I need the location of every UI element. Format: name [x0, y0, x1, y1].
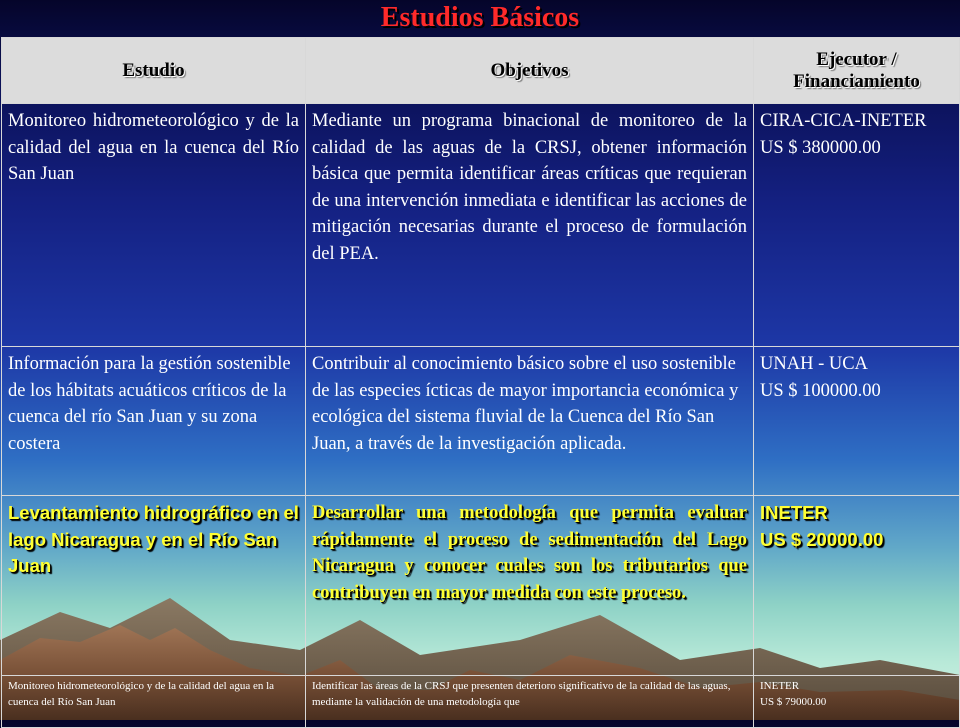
cell-objetivos: Identificar las áreas de la CRSJ que presenten deterioro significativo de la calidad de las aguas, mediante la validación de una metodología que — [306, 676, 754, 728]
cell-estudio: Información para la gestión sostenible de los hábitats acuáticos críticos de la cuenca del río San Juan y su zona costera — [2, 347, 306, 496]
table-row-highlighted — [2, 496, 960, 676]
table-row — [2, 347, 960, 496]
financiamiento-amount: US $ 20000.00 — [760, 528, 884, 550]
cell-objetivos: Contribuir al conocimiento básico sobre el uso sostenible de las especies ícticas de mayor importancia económica y ecológica del sistema fluvial de la Cuenca del Río San Juan, a través de la investigación aplicada. — [306, 347, 754, 496]
ejecutor-name: UNAH - UCA — [760, 354, 868, 374]
header-objetivos: Objetivos — [306, 38, 754, 104]
ejecutor-name: INETER — [760, 680, 800, 692]
header-estudio: Estudio — [2, 38, 306, 104]
table-header-row — [2, 38, 960, 104]
cell-objetivos: Desarrollar una metodología que permita evaluar rápidamente el proceso de sedimentación del Lago Nicaragua y conocer cuales son los tributarios que contribuyen en mayor medida con este proceso. — [306, 496, 754, 676]
financiamiento-amount: US $ 79000.00 — [760, 696, 827, 708]
header-ejecutor: Ejecutor / Financiamiento — [754, 38, 960, 104]
cell-ejecutor — [754, 496, 960, 676]
studies-table — [1, 37, 960, 728]
cell-ejecutor — [754, 104, 960, 347]
table-row — [2, 104, 960, 347]
cell-objetivos: Mediante un programa binacional de monitoreo de la calidad de las aguas de la CRSJ, obtener información básica que permita identificar áreas críticas que requieran de una intervención inmediata e identificar las acciones de mitigación necesarias durante el proceso de formulación del PEA. — [306, 104, 754, 347]
ejecutor-name: CIRA-CICA-INETER — [760, 111, 927, 131]
cell-estudio: Monitoreo hidrometeorológico y de la calidad del agua en la cuenca del Río San Juan — [2, 104, 306, 347]
financiamiento-amount: US $ 100000.00 — [760, 380, 881, 401]
page-title: Estudios Básicos — [380, 2, 580, 33]
cell-ejecutor — [754, 347, 960, 496]
cell-estudio: Monitoreo hidrometeorológico y de la calidad del agua en la cuenca del Río San Juan — [2, 676, 306, 728]
ejecutor-name: INETER — [760, 502, 828, 523]
cell-estudio: Levantamiento hidrográfico en el lago Nicaragua y en el Río San Juan — [2, 496, 306, 676]
financiamiento-amount: US $ 380000.00 — [760, 137, 881, 158]
